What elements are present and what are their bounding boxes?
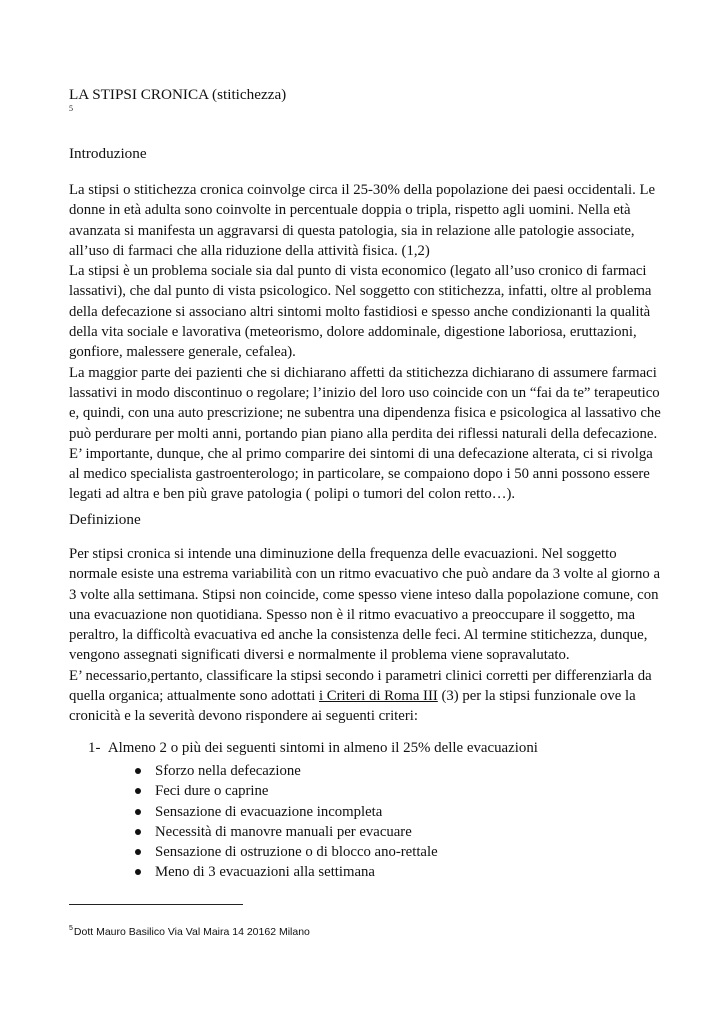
- intro-line: La stipsi è un problema sociale sia dal punto di vista economico (legato all’uso cronico di farmaci: [69, 263, 647, 280]
- bullet-icon: [135, 788, 141, 794]
- intro-line: avanzata si manifesta un aggravarsi di questa patologia, sia in relazione alle patologie associate,: [69, 222, 635, 239]
- criteria-item-1: [88, 739, 538, 757]
- definition-line: peraltro, la difficoltà evacuativa ed anche la consistenza delle feci. Al termine stitichezza, dunque,: [69, 627, 648, 644]
- bullet-icon: [135, 768, 141, 774]
- intro-line: La stipsi o stitichezza cronica coinvolge circa il 25-30% della popolazione dei paesi occidentali. Le: [69, 182, 656, 198]
- intro-line: E’ importante, dunque, che al primo comparire dei sintomi di una defecazione alterata, ci si rivolga: [69, 445, 653, 462]
- intro-line: donne in età adulta sono coinvolte in percentuale doppia o tripla, rispetto agli uomini. Nella età: [69, 202, 631, 219]
- intro-line: della vita sociale e lavorativa (meteorismo, dolore addominale, digestione laboriosa, eruttazioni,: [69, 324, 637, 341]
- footnote-divider: [69, 904, 243, 905]
- intro-line: lassativi), che dal punto di vista psicologico. Nel soggetto con stitichezza, infatti, oltre al problema: [69, 283, 652, 300]
- definition-line: E’ necessario,pertanto, classificare la stipsi secondo i parametri clinici corretti per differenziarla da: [69, 667, 652, 684]
- intro-heading: Introduzione: [69, 145, 147, 162]
- bullet-icon: [135, 869, 141, 875]
- footnote: [69, 925, 310, 939]
- definition-paragraphs: [69, 544, 689, 727]
- list-item-text: Sforzo nella defecazione: [155, 763, 301, 779]
- intro-line: gonfiore, malessere generale, cefalea).: [69, 344, 296, 361]
- symptom-list: [133, 761, 438, 883]
- title-footnote-ref: 5: [69, 104, 73, 113]
- intro-line: della defecazione si associano altri sintomi molto fastidiosi e spesso anche condizionanti la qualità: [69, 303, 651, 320]
- definition-heading: Definizione: [69, 511, 141, 528]
- list-item-text: Sensazione di ostruzione o di blocco ano-rettale: [155, 844, 438, 861]
- intro-paragraphs: [69, 180, 689, 505]
- rome-criteria-link[interactable]: i Criteri di Roma III: [319, 688, 438, 705]
- list-item-text: Feci dure o caprine: [155, 783, 269, 800]
- list-item-text: Sensazione di evacuazione incompleta: [155, 803, 383, 820]
- definition-line: 3 volte alla settimana. Stipsi non coincide, come spesso viene inteso dalla popolazione comune, con: [69, 586, 659, 603]
- intro-line: al medico specialista gastroenterologo; in particolare, se compaiono dopo i 50 anni possono essere: [69, 466, 650, 483]
- list-item: [133, 781, 438, 801]
- definition-line-rome: [69, 686, 689, 706]
- bullet-icon: [135, 849, 141, 855]
- definition-line: una evacuazione non quotidiana. Spesso non è il ritmo evacuativo a preoccupare il soggetto, ma: [69, 606, 636, 623]
- definition-line: Per stipsi cronica si intende una diminuzione della frequenza delle evacuazioni. Nel soggetto: [69, 546, 617, 562]
- rome-line-after: (3) per la stipsi funzionale ove la: [437, 688, 636, 705]
- definition-line: cronicità e la severità devono rispondere ai seguenti criteri:: [69, 708, 418, 725]
- intro-line: e, quindi, con una auto prescrizione; ne subentra una dipendenza fisica e psicologica al lassativo che: [69, 405, 661, 422]
- intro-line: può perdurare per molti anni, portando pian piano alla perdita dei riflessi naturali della defecazione.: [69, 425, 658, 442]
- intro-line: legati ad altra e ben più grave patologia ( polipi o tumori del colon retto…).: [69, 486, 516, 503]
- criteria-item-text: Almeno 2 o più dei seguenti sintomi in almeno il 25% delle evacuazioni: [107, 740, 538, 756]
- list-item: [133, 802, 438, 822]
- list-item-text: Meno di 3 evacuazioni alla settimana: [155, 864, 375, 881]
- list-item: [133, 842, 438, 862]
- list-item: [133, 761, 438, 781]
- bullet-icon: [135, 809, 141, 815]
- list-item-text: Necessità di manovre manuali per evacuare: [155, 823, 412, 840]
- list-item: [133, 822, 438, 842]
- intro-line: lassativi in modo discontinuo o regolare; l’inizio del loro uso coincide con un “fai da te” terapeutico: [69, 384, 660, 401]
- criteria-item-number: 1-: [88, 740, 101, 756]
- definition-line: vengono assegnati significati diversi e normalmente il problema viene sopravalutato.: [69, 647, 570, 664]
- footnote-number: 5: [69, 925, 73, 932]
- document-title: LA STIPSI CRONICA (stitichezza): [69, 86, 287, 103]
- rome-line-before: quella organica; attualmente sono adottati: [69, 688, 319, 705]
- definition-line: normale esiste una estrema variabilità con un ritmo evacuativo che può andare da 3 volte al giorno a: [69, 566, 661, 583]
- list-item: [133, 862, 438, 882]
- intro-line: La maggior parte dei pazienti che si dichiarano affetti da stitichezza dichiarano di assumere farmaci: [69, 364, 657, 381]
- footnote-text: Dott Mauro Basilico Via Val Maira 14 20162 Milano: [73, 926, 310, 938]
- intro-line: all’uso di farmaci che alla riduzione della attività fisica. (1,2): [69, 242, 430, 259]
- bullet-icon: [135, 829, 141, 835]
